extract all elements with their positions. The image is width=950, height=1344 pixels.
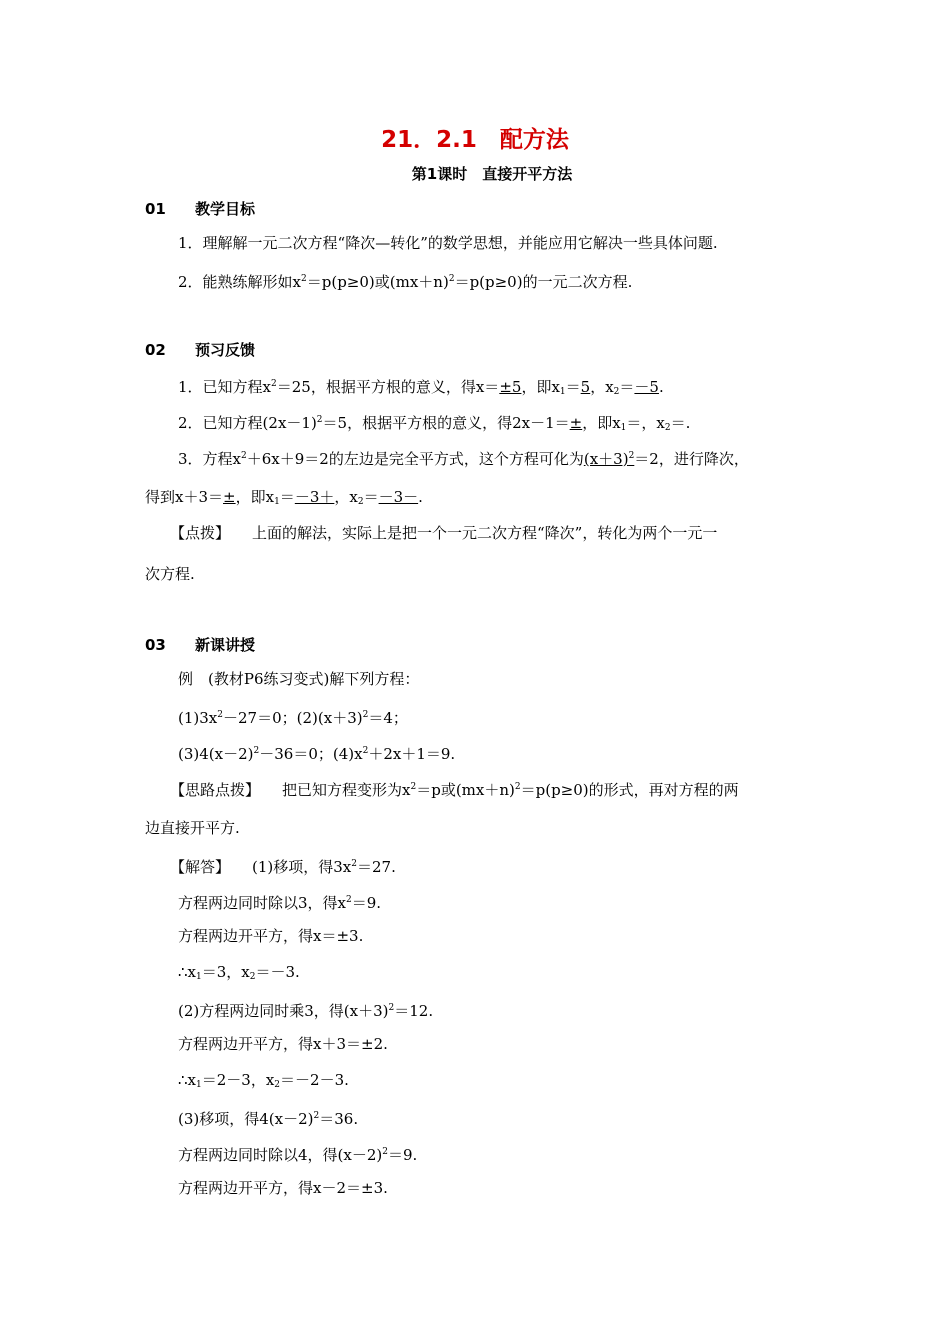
idea-label: 【思路点拨】 [170, 781, 261, 799]
idea-paragraph-continued: 边直接开平方. [145, 819, 240, 837]
section-number: 01 [145, 200, 166, 218]
section-name: 预习反馈 [195, 341, 256, 359]
goal-2: 2．能熟练解形如$x^2=p(p\ge 0)$或$(mx+n)^2=p(p\ge 0)$的一元二次方程. [178, 273, 633, 291]
answer-line-7: $\therefore x_1=2-3$，$x_2=-2-3$. [178, 1071, 349, 1090]
section-heading-03 [145, 634, 255, 655]
preview-item-3: 3．方程$x^2+6x+9=2$的左边是完全平方式，这个方程可化为$(x+3)^2=2$，进行降次， [178, 450, 749, 468]
section-number: 03 [145, 636, 166, 654]
section-name: 教学目标 [195, 200, 256, 218]
section-heading-01 [145, 198, 255, 219]
example-questions-2: $(3)4(x-2)^2-36=0$；$(4)x^2+2x+1=9$. [178, 745, 456, 763]
section-name: 新课讲授 [195, 636, 256, 654]
page-title: 21．2.1 配方法 [381, 127, 569, 153]
answer-line-2: 方程两边同时除以3，得$x^2=9$. [178, 894, 382, 912]
tip-paragraph: 【点拨】 上面的解法，实际上是把一个一元二次方程“降次”，转化为两个一元一 [170, 524, 718, 542]
answer-line-4: $\therefore x_1=3$，$x_2=-3$. [178, 963, 300, 982]
example-heading: 例 (教材P6练习变式)解下列方程： [178, 670, 420, 688]
answer-line-6: 方程两边开平方，得x＋3＝±2. [178, 1035, 388, 1053]
preview-item-2: 2．已知方程$(2x-1)^2=5$，根据平方根的意义，得2x－1＝±，即$x_1=$，$x_2=$. [178, 414, 691, 433]
answer-line-5: (2)方程两边同时乘3，得$(x+3)^2=12$. [178, 1002, 434, 1020]
example-questions-1: $(1)3x^2-27=0$；$(2)(x+3)^2=4$； [178, 709, 408, 727]
answer-line-3: 方程两边开平方，得x＝±3. [178, 927, 364, 945]
answer-line-10: 方程两边开平方，得x－2＝±3. [178, 1179, 388, 1197]
preview-item-1: 1．已知方程$x^2=25$，根据平方根的意义，得x＝±5，即$x_1=5$，$x_2=-5$. [178, 378, 664, 397]
tip-label: 【点拨】 [170, 524, 231, 542]
tip-paragraph-continued: 次方程. [145, 565, 195, 583]
goal-1: 1．理解解一元二次方程“降次—转化”的数学思想，并能应用它解决一些具体问题. [178, 234, 718, 252]
answer-line-9: 方程两边同时除以4，得$(x-2)^2=9$. [178, 1146, 418, 1164]
answer-line-1: 【解答】 (1)移项，得$3x^2=27$. [170, 858, 396, 876]
section-heading-02 [145, 339, 255, 360]
lesson-subtitle: 第1课时 直接开平方法 [411, 165, 573, 183]
idea-paragraph: 【思路点拨】 把已知方程变形为$x^2=p$或$(mx+n)^2=p(p\ge 0)$的形式，再对方程的两 [170, 781, 739, 799]
preview-item-3-continued: 得到x＋3＝±，即$x_1=-3+$，$x_2=-3-$. [145, 488, 423, 507]
answer-line-8: (3)移项，得$4(x-2)^2=36$. [178, 1110, 359, 1128]
answer-label: 【解答】 [170, 858, 231, 876]
section-number: 02 [145, 341, 166, 359]
underlined-answer: $(x+3)^2$ [583, 450, 635, 468]
